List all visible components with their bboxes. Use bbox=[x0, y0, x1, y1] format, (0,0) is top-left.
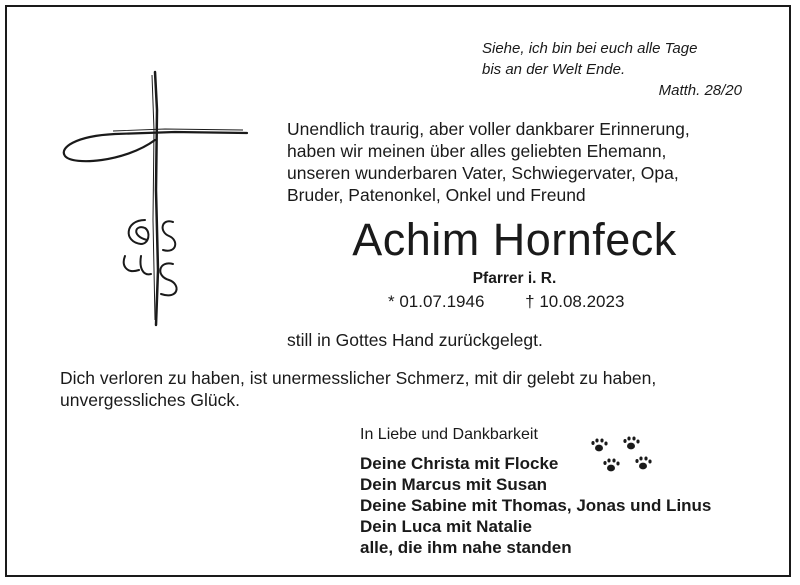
intro-line: haben wir meinen über alles geliebten Ehemann, bbox=[287, 141, 667, 161]
deceased-title: Pfarrer i. R. bbox=[472, 270, 557, 287]
family-member: Deine Christa mit Flocke bbox=[360, 454, 559, 473]
closing-text: In Liebe und Dankbarkeit bbox=[360, 426, 538, 443]
bible-quote bbox=[482, 38, 742, 101]
family-member: Dein Marcus mit Susan bbox=[360, 475, 548, 494]
birth-date: * 01.07.1946 bbox=[388, 292, 485, 311]
loss-line: unvergessliches Glück. bbox=[60, 390, 240, 410]
intro-text bbox=[287, 118, 747, 206]
quote-line: Siehe, ich bin bei euch alle Tage bbox=[482, 40, 698, 57]
family-member: Dein Luca mit Natalie bbox=[360, 517, 532, 536]
deceased-name: Achim Hornfeck bbox=[352, 214, 677, 265]
family-member: Deine Sabine mit Thomas, Jonas und Linus bbox=[360, 496, 712, 515]
life-dates bbox=[388, 292, 624, 312]
loss-line: Dich verloren zu haben, ist unermesslicher Schmerz, mit dir gelebt zu haben, bbox=[60, 368, 657, 388]
death-date: † 10.08.2023 bbox=[525, 292, 625, 311]
intro-line: Unendlich traurig, aber voller dankbarer Erinnerung, bbox=[287, 119, 690, 139]
jesus-cross-icon bbox=[55, 70, 255, 330]
family-list bbox=[360, 453, 711, 558]
family-member: alle, die ihm nahe standen bbox=[360, 538, 572, 557]
intro-line: unseren wunderbaren Vater, Schwiegervater, Opa, bbox=[287, 163, 679, 183]
loss-text bbox=[60, 367, 740, 411]
hand-text: still in Gottes Hand zurückgelegt. bbox=[287, 330, 543, 350]
intro-line: Bruder, Patenonkel, Onkel und Freund bbox=[287, 185, 586, 205]
quote-source: Matth. 28/20 bbox=[658, 82, 742, 99]
quote-line: bis an der Welt Ende. bbox=[482, 61, 626, 78]
